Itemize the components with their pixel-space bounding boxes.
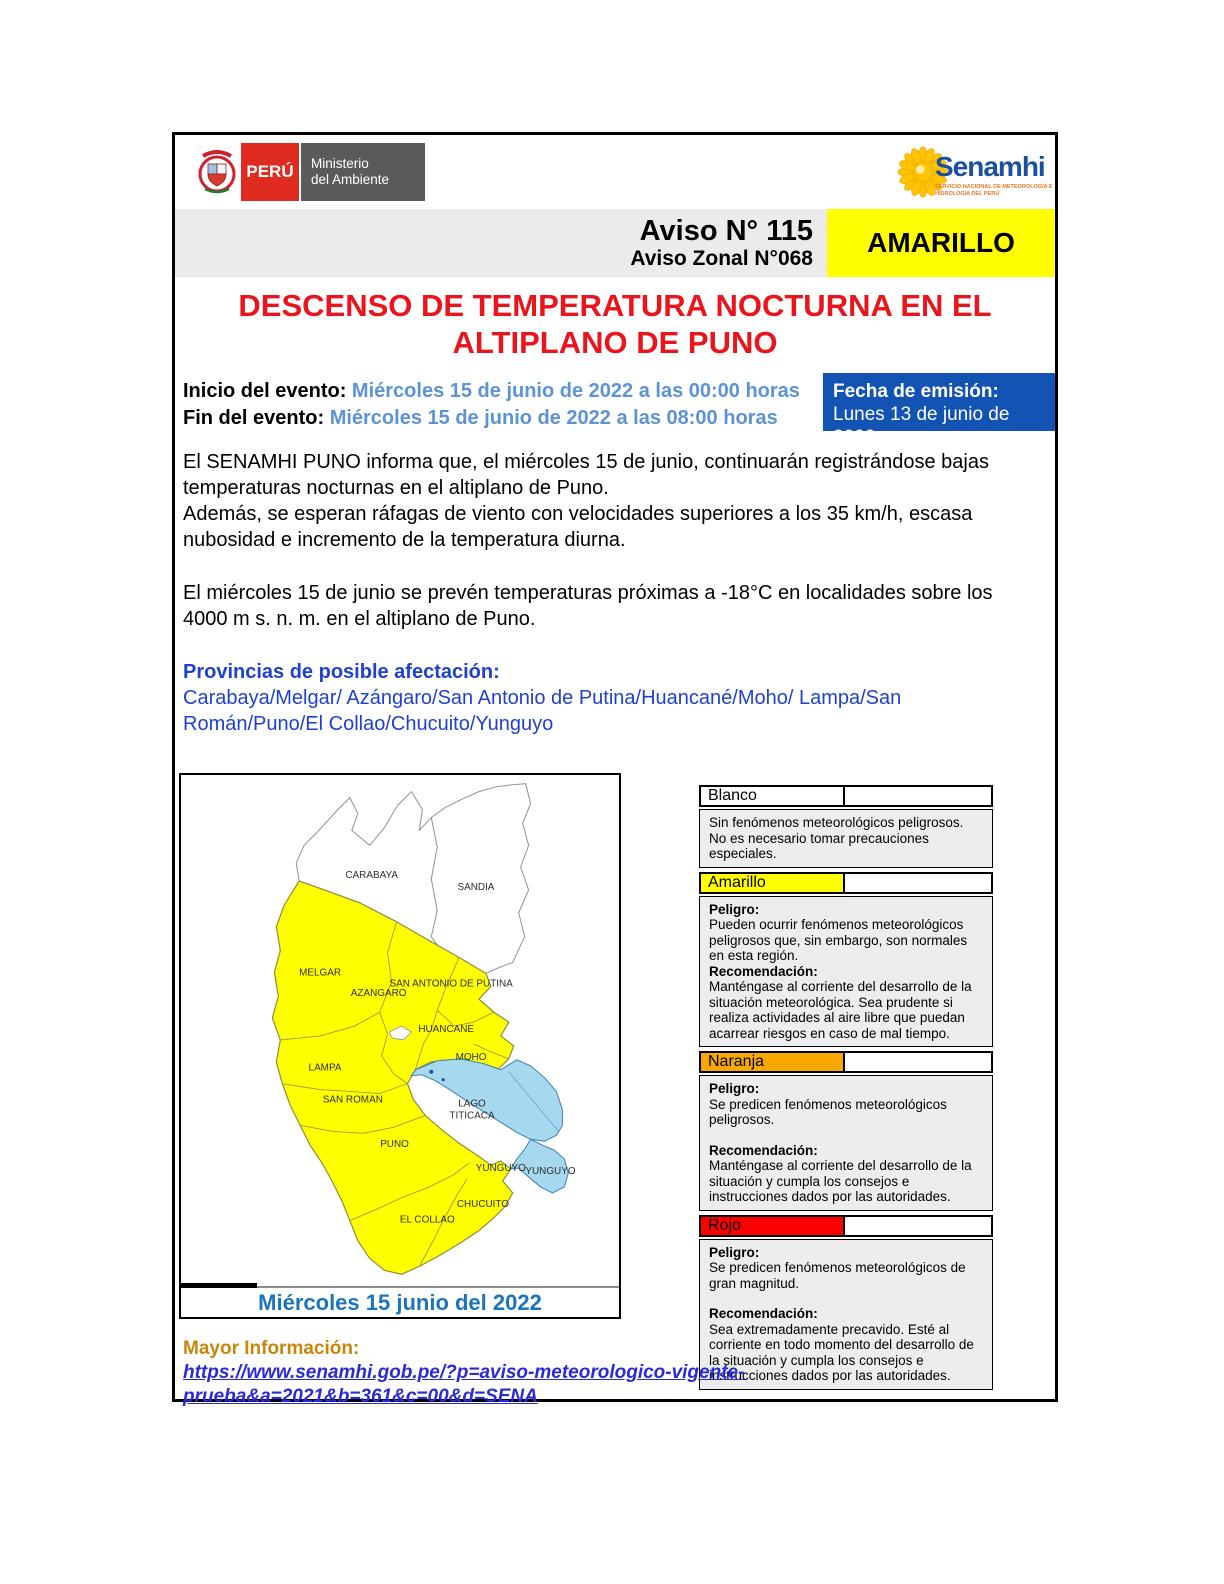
advisory-link[interactable]: https://www.senamhi.gob.pe/?p=aviso-meteorologico-vigente-prueba&a=2021&b=361&c=00&d=SENA <box>183 1362 745 1407</box>
paragraph-1: El SENAMHI PUNO informa que, el miércoles 15 de junio, continuarán registrándose bajas temperaturas nocturnas en el altiplano de Puno. <box>183 451 989 499</box>
recommendation-label: Recomendación: <box>709 1306 818 1321</box>
peru-coat-of-arms-icon <box>195 143 239 201</box>
event-start-label: Inicio del evento: <box>183 380 347 402</box>
map-label-melgar: MELGAR <box>299 967 341 979</box>
map-label-azangaro: AZANGARO <box>350 988 407 1000</box>
legend-color-naranja: Naranja <box>699 1051 845 1073</box>
legend-blanco-line1: Sin fenómenos meteorológicos peligrosos. <box>709 815 964 830</box>
provinces-label: Provincias de posible afectación: <box>183 661 500 683</box>
map-label-san-antonio-de-putina: SAN ANTONIO DE PUTINA <box>389 978 513 990</box>
ministry-line2: del Ambiente <box>311 172 390 187</box>
event-end-label: Fin del evento: <box>183 407 325 429</box>
legend-header-filler <box>845 1215 993 1237</box>
event-end-row <box>183 405 823 432</box>
recommendation-label: Recomendación: <box>709 963 818 979</box>
legend-header-filler <box>845 872 993 894</box>
senamhi-wordmark: Senamhi <box>935 151 1045 182</box>
lake-island <box>442 1078 445 1081</box>
danger-label: Peligro: <box>709 901 760 917</box>
notice-number: Aviso N° 115 <box>639 215 813 247</box>
puno-region-map <box>179 773 621 1319</box>
legend-body-naranja <box>699 1075 993 1211</box>
spacer <box>709 1291 983 1306</box>
danger-text: Se predicen fenómenos meteorológicos peligrosos. <box>709 1096 947 1127</box>
ministry-line1: Ministerio <box>311 156 369 171</box>
legend-header-filler <box>845 1051 993 1073</box>
notice-numbers <box>175 209 827 277</box>
map-caption: Miércoles 15 junio del 2022 <box>181 1286 619 1317</box>
event-start-value: Miércoles 15 de junio de 2022 a las 00:00 horas <box>351 380 800 402</box>
ministry-block <box>301 143 425 201</box>
provinces-list: Carabaya/Melgar/ Azángaro/San Antonio de Putina/Huancané/Moho/ Lampa/San Román/Puno/El Collao/Chucuito/Yunguyo <box>183 687 902 735</box>
legend-blanco-line2: No es necesario tomar precauciones especiales. <box>709 830 929 861</box>
alert-level-badge: AMARILLO <box>827 209 1055 277</box>
event-end-value: Miércoles 15 de junio de 2022 a las 08:00 horas <box>329 407 778 429</box>
senamhi-tagline: SERVICIO NACIONAL DE METEOROLOGÍA E HIDROLOGÍA DEL PERÚ <box>935 184 1053 197</box>
lake-island <box>429 1070 433 1074</box>
recommendation-text: Manténgase al corriente del desarrollo de la situación y cumpla los consejos e instrucciones dados por las autoridades. <box>709 1158 972 1204</box>
map-label-puno: PUNO <box>380 1139 409 1151</box>
map-label-san-roman: SAN ROMAN <box>322 1094 383 1106</box>
footer <box>183 1337 1055 1409</box>
legend-header-naranja <box>699 1051 993 1073</box>
map-label-el-collao: EL COLLAO <box>399 1214 455 1226</box>
legend-color-amarillo: Amarillo <box>699 872 845 894</box>
peru-country-text: PERÚ <box>246 162 294 181</box>
recommendation-label: Recomendación: <box>709 1142 818 1158</box>
map-graphic <box>181 775 618 1287</box>
map-label-titicaca: TITICACA <box>449 1110 495 1122</box>
map-label-moho: MOHO <box>455 1051 487 1063</box>
page-title-line2: ALTIPLANO DE PUNO <box>452 325 778 360</box>
emission-label: Fecha de emisión: <box>833 381 999 402</box>
legend-color-blanco: Blanco <box>699 785 845 807</box>
legend-header-amarillo <box>699 872 993 894</box>
legend-body-blanco <box>699 809 993 868</box>
spacer <box>709 1128 983 1143</box>
advisory-document <box>172 132 1058 1407</box>
legend-color-rojo: Rojo <box>699 1215 845 1237</box>
map-label-yunguyo-2: YUNGUYO <box>525 1166 576 1178</box>
legend-header-rojo <box>699 1215 993 1237</box>
senamhi-logo <box>897 137 1053 207</box>
danger-text: Se predicen fenómenos meteorológicos de gran magnitud. <box>709 1260 966 1291</box>
provinces-section <box>183 659 983 737</box>
event-dates <box>183 378 823 432</box>
emission-value: Lunes 13 de junio de 2022 <box>833 404 1010 448</box>
event-start-row <box>183 378 823 405</box>
map-label-chucuito: CHUCUITO <box>456 1198 510 1210</box>
legend-header-filler <box>845 785 993 807</box>
notice-zonal-number: Aviso Zonal N°068 <box>630 247 813 270</box>
danger-label: Peligro: <box>709 1244 760 1260</box>
danger-label: Peligro: <box>709 1081 760 1096</box>
map-label-carabaya: CARABAYA <box>345 870 398 882</box>
page-title-line1: DESCENSO DE TEMPERATURA NOCTURNA EN EL <box>238 288 992 323</box>
notice-bar <box>175 209 1055 277</box>
legend-body-amarillo <box>699 896 993 1048</box>
emission-date-box <box>823 373 1055 448</box>
advisory-body <box>183 449 1035 632</box>
map-label-yunguyo-1: YUNGUYO <box>475 1163 526 1175</box>
recommendation-text: Sea extremadamente precavido. Esté al corriente en todo momento del desarrollo de la situación y cumpla los consejos e instrucciones dados por las autoridades. <box>709 1321 974 1383</box>
paragraph-3: El miércoles 15 de junio se prevén temperaturas próximas a -18°C en localidades sobre los 4000 m s. n. m. en el altiplano de Puno. <box>183 582 993 630</box>
recommendation-text: Manténgase al corriente del desarrollo de la situación meteorológica. Sea prudente si realiza actividades al aire libre que puedan acarrear riesgos en caso de mal tiempo. <box>709 979 972 1041</box>
page-title <box>175 287 1055 361</box>
paragraph-2: Además, se esperan ráfagas de viento con velocidades superiores a los 35 km/h, escasa nubosidad e incremento de la temperatura diurna. <box>183 503 973 551</box>
map-label-lampa: LAMPA <box>308 1062 342 1074</box>
more-info-label: Mayor Información: <box>183 1338 360 1359</box>
legend-header-blanco <box>699 785 993 807</box>
peru-label <box>241 143 299 201</box>
alert-legend <box>699 785 993 1390</box>
map-label-huancane: HUANCANE <box>418 1023 475 1035</box>
map-label-sandia: SANDIA <box>457 881 495 893</box>
map-label-lago: LAGO <box>458 1098 486 1110</box>
danger-text: Pueden ocurrir fenómenos meteorológicos peligrosos que, sin embargo, son normales en esta región. <box>709 917 968 963</box>
